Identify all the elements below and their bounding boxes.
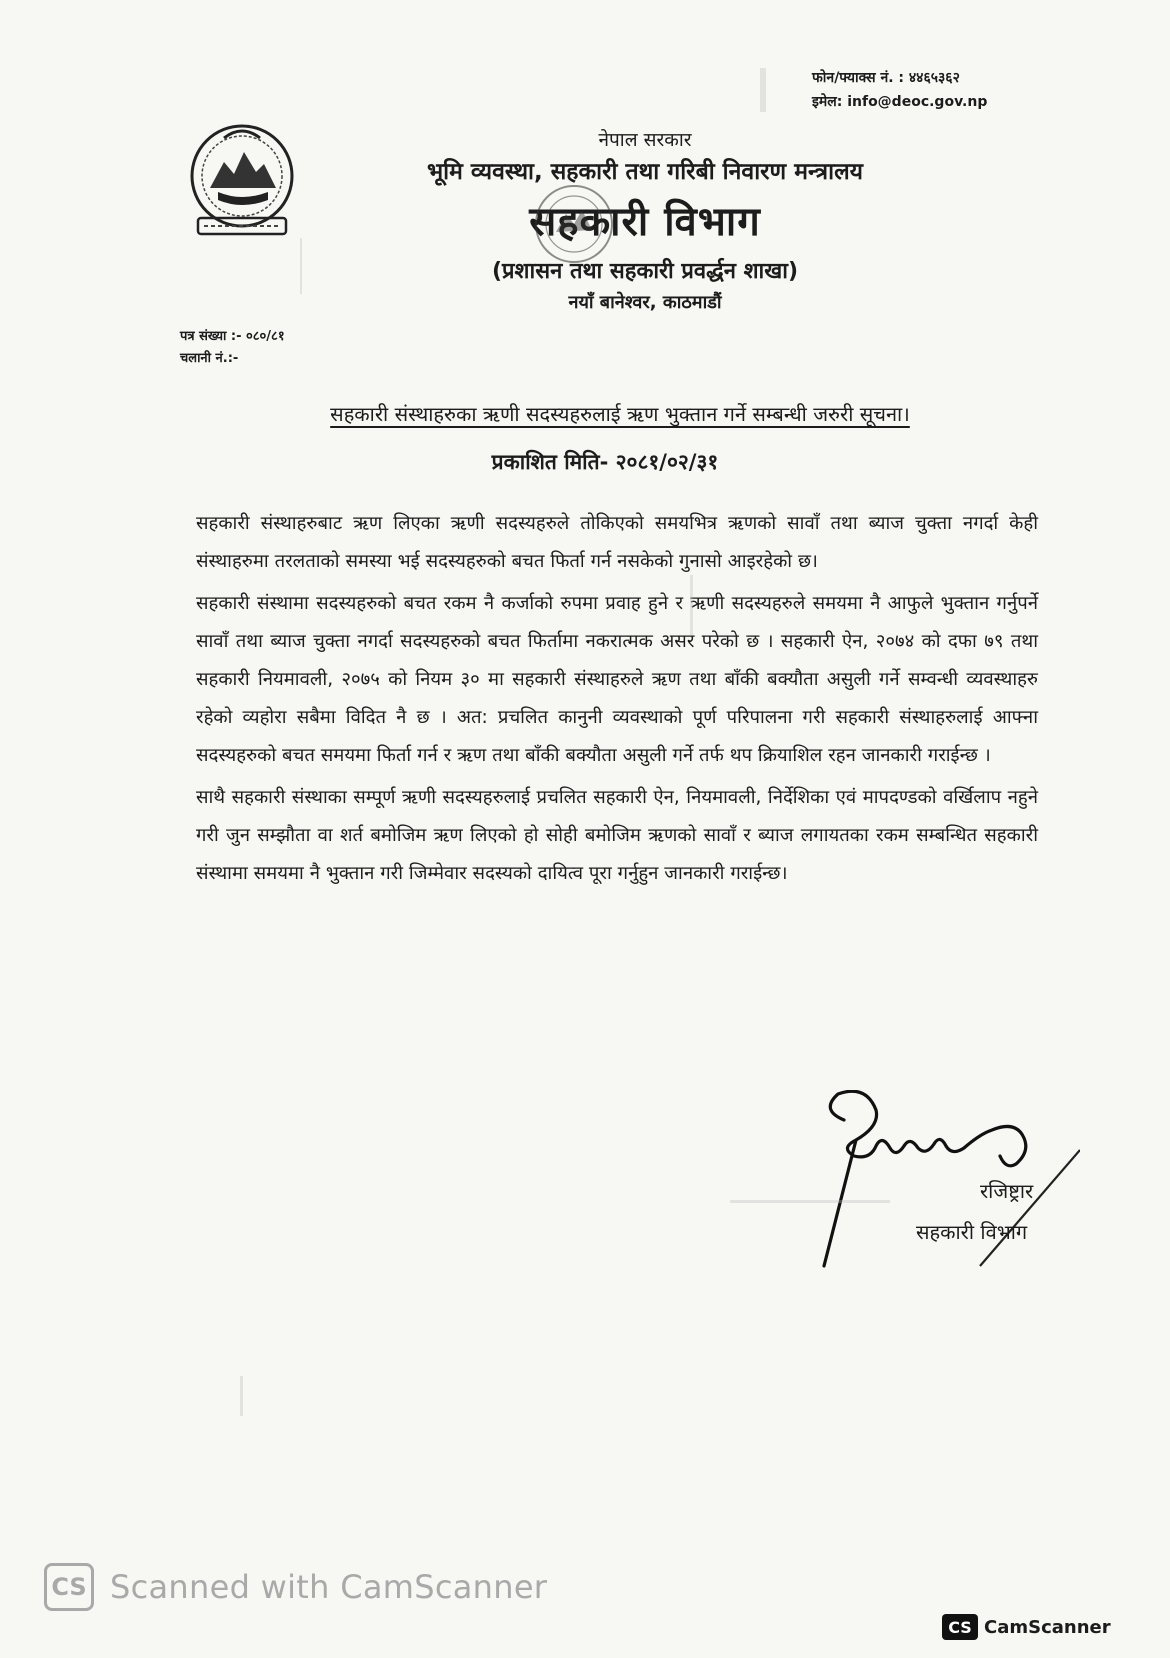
reference-numbers bbox=[180, 326, 285, 370]
ministry-name: भूमि व्यवस्था, सहकारी तथा गरिबी निवारण मन्त्रालय bbox=[426, 159, 864, 185]
scan-noise bbox=[690, 575, 693, 635]
office-address: नयाँ बानेश्वर, काठमाडौं bbox=[568, 292, 722, 313]
camscanner-logo-icon: CS bbox=[942, 1614, 978, 1640]
notice-body bbox=[196, 505, 1038, 897]
notice-title: सहकारी संस्थाहरुका ऋणी सदस्यहरुलाई ऋण भुक्तान गर्ने सम्बन्धी जरुरी सूचना। bbox=[330, 402, 910, 426]
camscanner-badge-icon: CS bbox=[44, 1563, 94, 1611]
email: इमेल: info@deoc.gov.np bbox=[812, 94, 988, 110]
scan-noise bbox=[300, 238, 302, 294]
paragraph: सहकारी संस्थाहरुबाट ऋण लिएका ऋणी सदस्यहरुले तोकिएको समयभित्र ऋणको सावाँ तथा ब्याज चुक्ता नगर्दा केही संस्थाहरुमा तरलताको समस्या भई सदस्यहरुको बचत फिर्ता गर्न नसकेको गुनासो आइरहेको छ। bbox=[196, 513, 1038, 572]
section-name: (प्रशासन तथा सहकारी प्रवर्द्धन शाखा) bbox=[491, 259, 799, 284]
letter-number: पत्र संख्या :- ०८०/८१ bbox=[180, 329, 285, 344]
contact-info bbox=[812, 66, 987, 114]
camscanner-logo-text: CamScanner bbox=[984, 1616, 1111, 1638]
paragraph: सहकारी संस्थामा सदस्यहरुको बचत रकम नै कर्जाको रुपमा प्रवाह हुने र ऋणी सदस्यहरुले समयमा नै आफुले भुक्तान गर्नुपर्ने सावाँ तथा ब्याज चुक्ता नगर्दा सदस्यहरुको बचत फिर्तामा नकरात्मक असर परेको छ । सहकारी ऐन, २०७४ को दफा ७९ तथा सहकारी नियमावली, २०७५ को नियम ३० मा सहकारी संस्थाहरुले ऋण तथा बाँकी बक्यौता असुली गर्ने सम्वन्धी व्यवस्थाहरु रहेको व्यहोरा सबैमा विदित नै छ । अत: प्रचलित कानुनी व्यवस्थाको पूर्ण परिपालना गरी सहकारी संस्थाहरुलाई आफ्ना सदस्यहरुको बचत समयमा फिर्ता गर्न र ऋण तथा बाँकी बक्यौता असुली गर्ने तर्फ थप क्रियाशिल रहन जानकारी गराईन्छ । bbox=[196, 593, 1038, 766]
signatory-department: सहकारी विभाग bbox=[916, 1220, 1028, 1244]
dispatch-number: चलानी नं.:- bbox=[180, 351, 239, 366]
signatory-title: रजिष्ट्रार bbox=[980, 1179, 1034, 1203]
camscanner-text: Scanned with CamScanner bbox=[110, 1568, 548, 1606]
published-date: प्रकाशित मिति- २०८१/०२/३१ bbox=[491, 450, 719, 474]
paragraph: साथै सहकारी संस्थाका सम्पूर्ण ऋणी सदस्यहरुलाई प्रचलित सहकारी ऐन, नियमावली, निर्देशिका एवं मापदण्डको वर्खिलाप नहुने गरी जुन सम्झौता वा शर्त बमोजिम ऋण लिएको हो सोही बमोजिम ऋणको सावाँ र ब्याज लगायतका रकम सम्बन्धित सहकारी संस्थामा समयमा नै भुक्तान गरी जिम्मेवार सदस्यको दायित्व पूरा गर्नुहुन जानकारी गराईन्छ। bbox=[196, 787, 1038, 884]
phone-fax: फोन/फ्याक्स नं. : ४४६५३६२ bbox=[812, 70, 960, 86]
camscanner-watermark bbox=[44, 1562, 547, 1612]
scan-noise bbox=[760, 68, 766, 112]
scan-noise bbox=[730, 1200, 890, 1203]
office-seal-icon bbox=[532, 182, 616, 266]
department-name: सहकारी विभाग bbox=[529, 199, 761, 245]
government-name: नेपाल सरकार bbox=[598, 129, 692, 151]
camscanner-logo bbox=[942, 1614, 1111, 1640]
scan-noise bbox=[240, 1376, 243, 1416]
